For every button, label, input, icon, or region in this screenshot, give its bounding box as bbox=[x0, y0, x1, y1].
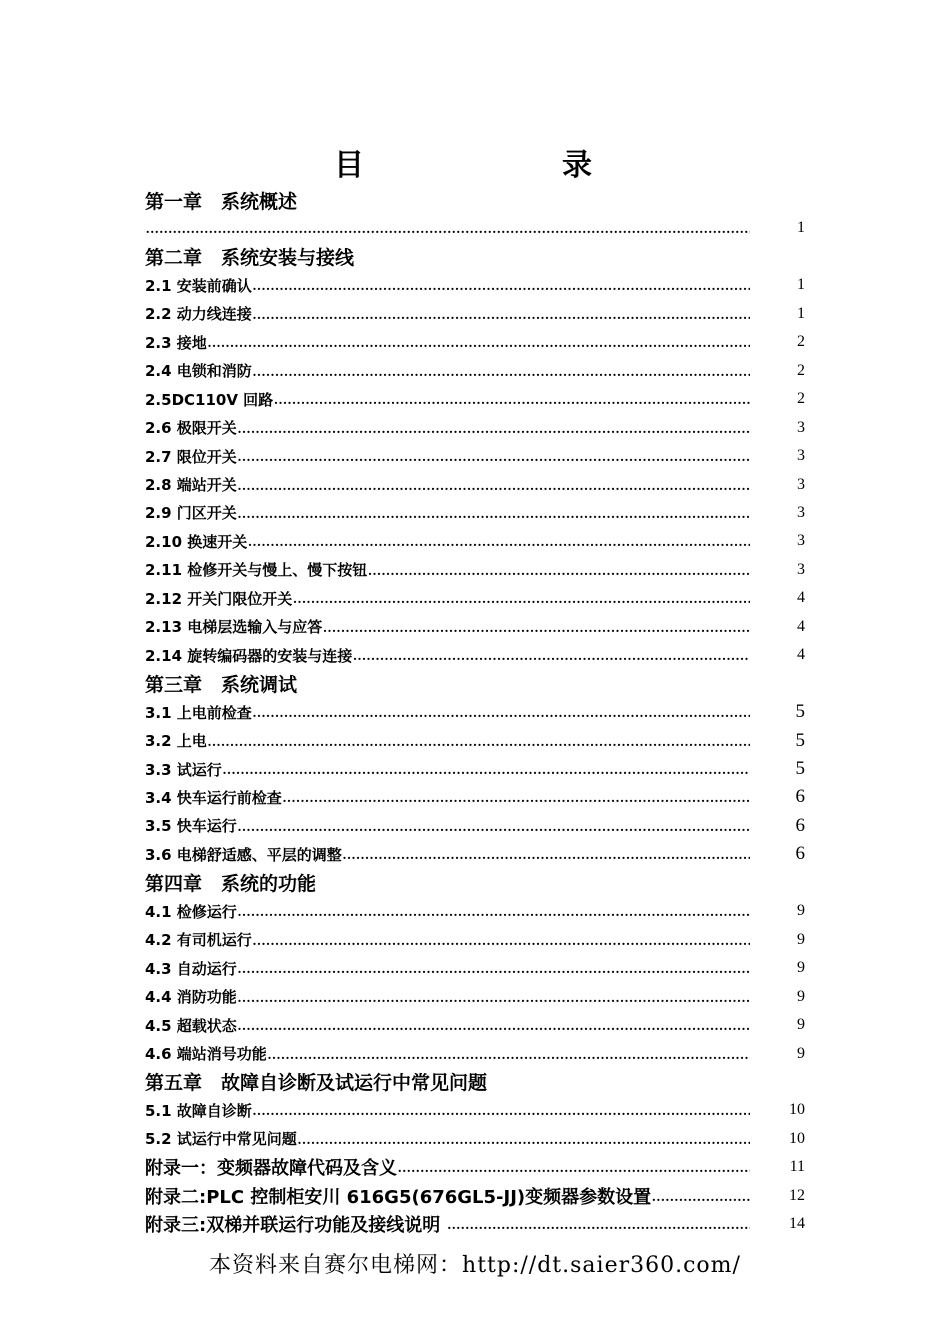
toc-entry-row bbox=[145, 698, 805, 726]
toc-page-number: 6 bbox=[795, 814, 805, 836]
toc-page-number: 5 bbox=[795, 729, 805, 751]
toc-entry-label: 2.5DC110V 回路 bbox=[145, 390, 274, 409]
toc-entry-label: 5.2 试运行中常见问题 bbox=[145, 1130, 297, 1149]
toc-entry-row bbox=[145, 584, 805, 612]
dot-leader bbox=[253, 308, 750, 324]
toc-entry-label: 第三章 系统调试 bbox=[145, 674, 298, 697]
toc-entry-label: 附录二:PLC 控制柜安川 616G5(676GL5-JJ)变频器参数设置 bbox=[145, 1186, 652, 1208]
toc-entry-label: 2.4 电锁和消防 bbox=[145, 362, 252, 381]
toc-page-number: 5 bbox=[795, 701, 805, 723]
dot-leader bbox=[268, 1048, 750, 1064]
dot-leader bbox=[343, 848, 750, 864]
toc-page-number: 4 bbox=[797, 589, 805, 607]
toc-entry-label: 3.1 上电前检查 bbox=[145, 703, 252, 722]
toc-entry-row bbox=[145, 214, 805, 242]
toc-page-number: 1 bbox=[797, 304, 805, 322]
toc-page-number: 9 bbox=[797, 902, 805, 920]
dot-leader bbox=[274, 393, 750, 409]
toc-entry-row bbox=[145, 1040, 805, 1068]
toc-entry-row bbox=[145, 983, 805, 1011]
toc-entry-row bbox=[145, 727, 805, 755]
toc-entry-label: 第五章 故障自诊断及试运行中常见问题 bbox=[145, 1072, 488, 1095]
toc-page-number: 4 bbox=[797, 617, 805, 635]
toc-page-number: 2 bbox=[797, 333, 805, 351]
toc-entry-label: 4.1 检修运行 bbox=[145, 902, 237, 921]
toc-page-number: 9 bbox=[797, 1044, 805, 1062]
toc-entry-row bbox=[145, 300, 805, 328]
toc-entry-label: 4.3 自动运行 bbox=[145, 959, 237, 978]
toc-entry-label: 2.6 极限开关 bbox=[145, 419, 237, 438]
toc-entry-label: 2.13 电梯层选输入与应答 bbox=[145, 618, 323, 637]
toc-page-number: 3 bbox=[797, 447, 805, 465]
toc-entry-label: 2.12 开关门限位开关 bbox=[145, 589, 293, 608]
toc-entry-row bbox=[145, 783, 805, 811]
toc-entry-label: 3.3 试运行 bbox=[145, 760, 222, 779]
toc-page-number: 12 bbox=[789, 1186, 805, 1204]
dot-leader bbox=[298, 1133, 750, 1149]
toc-chapter-row bbox=[145, 1068, 805, 1096]
dot-leader bbox=[283, 791, 750, 807]
toc-page-number: 3 bbox=[797, 532, 805, 550]
dot-leader bbox=[253, 279, 750, 295]
source-footer: 本资料来自赛尔电梯网：http://dt.saier360.com/ bbox=[209, 1253, 741, 1278]
toc-page-number: 9 bbox=[797, 987, 805, 1005]
dot-leader bbox=[253, 706, 750, 722]
toc-entry-label: 2.10 换速开关 bbox=[145, 532, 248, 551]
toc-entry-label: 附录一：变频器故障代码及含义 bbox=[145, 1158, 397, 1180]
toc-entry-row bbox=[145, 442, 805, 470]
toc-entry-row bbox=[145, 641, 805, 669]
dot-leader bbox=[253, 365, 750, 381]
toc-page-number: 9 bbox=[797, 959, 805, 977]
dot-leader bbox=[238, 507, 750, 523]
toc-page-number: 3 bbox=[797, 418, 805, 436]
toc-page-number: 14 bbox=[789, 1215, 805, 1233]
toc-appendix-row bbox=[145, 1153, 805, 1181]
dot-leader bbox=[238, 962, 750, 978]
toc-page-number: 6 bbox=[795, 786, 805, 808]
toc-entry-label: 5.1 故障自诊断 bbox=[145, 1101, 252, 1120]
toc-page-number: 11 bbox=[789, 1158, 805, 1176]
dot-leader bbox=[238, 820, 750, 836]
toc-entry-row bbox=[145, 414, 805, 442]
toc-appendix-row bbox=[145, 1182, 805, 1210]
dot-leader bbox=[253, 1104, 750, 1120]
toc-entry-label: 2.3 接地 bbox=[145, 333, 207, 352]
dot-leader bbox=[223, 763, 750, 779]
dot-leader bbox=[208, 735, 750, 751]
toc-entry-label: 第二章 系统安装与接线 bbox=[145, 247, 355, 270]
toc-entry-label: 2.7 限位开关 bbox=[145, 447, 237, 466]
toc-entry-label: 3.5 快车运行 bbox=[145, 817, 237, 836]
dot-leader bbox=[253, 934, 750, 950]
toc-page-number: 5 bbox=[795, 758, 805, 779]
toc-entry-row bbox=[145, 471, 805, 499]
toc-entry-row bbox=[145, 613, 805, 641]
toc-entry-row bbox=[145, 755, 805, 783]
toc-page-number: 4 bbox=[797, 646, 805, 664]
toc-chapter-row bbox=[145, 670, 805, 698]
toc-entry-label: 2.2 动力线连接 bbox=[145, 305, 252, 324]
toc-page-number: 6 bbox=[795, 843, 805, 865]
dot-leader bbox=[146, 222, 750, 238]
toc-entry-label: 4.4 消防功能 bbox=[145, 988, 237, 1007]
toc-page-number: 2 bbox=[797, 390, 805, 408]
toc-title: 目 录 bbox=[334, 148, 676, 183]
toc-entry-row bbox=[145, 385, 805, 413]
toc-entry-label: 3.2 上电 bbox=[145, 732, 207, 751]
toc-entry-label: 2.11 检修开关与慢上、慢下按钮 bbox=[145, 561, 368, 580]
toc-page-number: 1 bbox=[797, 276, 805, 294]
toc-chapter-row bbox=[145, 186, 805, 214]
toc-entry-label: 4.6 端站消号功能 bbox=[145, 1045, 267, 1063]
toc-entry-row bbox=[145, 1096, 805, 1124]
dot-leader bbox=[447, 1218, 750, 1234]
toc-entry-row bbox=[145, 926, 805, 954]
toc-entry-label: 2.14 旋转编码器的安装与连接 bbox=[145, 646, 353, 665]
dot-leader bbox=[238, 450, 750, 466]
toc-page-number: 2 bbox=[797, 361, 805, 379]
toc-entry-row bbox=[145, 897, 805, 925]
toc-entry-label: 2.8 端站开关 bbox=[145, 476, 237, 494]
toc-entry-label: 第一章 系统概述 bbox=[145, 190, 298, 213]
dot-leader bbox=[293, 592, 750, 608]
toc-page-number: 10 bbox=[789, 1129, 805, 1147]
toc-page-number: 1 bbox=[797, 219, 805, 237]
toc-entry-label: 3.4 快车运行前检查 bbox=[145, 788, 282, 807]
toc-entry-row bbox=[145, 1125, 805, 1153]
toc-entry-label: 2.9 门区开关 bbox=[145, 504, 237, 523]
dot-leader bbox=[208, 336, 750, 352]
toc-entry-label: 第四章 系统的功能 bbox=[145, 873, 317, 896]
dot-leader bbox=[238, 905, 750, 921]
dot-leader bbox=[238, 1019, 750, 1035]
dot-leader bbox=[353, 649, 750, 665]
toc-page-number: 3 bbox=[797, 503, 805, 521]
toc-appendix-row bbox=[145, 1210, 805, 1238]
toc-entry-label: 4.2 有司机运行 bbox=[145, 931, 252, 950]
toc-entry-row bbox=[145, 328, 805, 356]
toc-page-number: 10 bbox=[789, 1101, 805, 1119]
toc-entry-row bbox=[145, 357, 805, 385]
dot-leader bbox=[368, 564, 750, 580]
toc-entry-label: 4.5 超载状态 bbox=[145, 1016, 237, 1035]
toc-entry-row bbox=[145, 812, 805, 840]
toc-page-number: 3 bbox=[797, 475, 805, 493]
toc-entry-row bbox=[145, 1011, 805, 1039]
toc-entry-row bbox=[145, 556, 805, 584]
dot-leader bbox=[238, 991, 750, 1007]
toc-entry-row bbox=[145, 499, 805, 527]
toc-entry-row bbox=[145, 954, 805, 982]
toc-entry-row bbox=[145, 271, 805, 299]
toc-entry-label: 2.1 安装前确认 bbox=[145, 276, 252, 295]
dot-leader bbox=[238, 422, 750, 438]
dot-leader bbox=[652, 1190, 750, 1206]
toc-page-number: 3 bbox=[797, 560, 805, 578]
dot-leader bbox=[238, 479, 750, 495]
toc-chapter-row bbox=[145, 243, 805, 271]
dot-leader bbox=[248, 535, 750, 551]
toc-page-number: 9 bbox=[797, 930, 805, 948]
toc-chapter-row bbox=[145, 869, 805, 897]
toc-entry-label: 附录三:双梯并联运行功能及接线说明 bbox=[145, 1215, 447, 1237]
toc-entry-label: 3.6 电梯舒适感、平层的调整 bbox=[145, 845, 342, 864]
dot-leader bbox=[398, 1161, 750, 1177]
toc-entry-row bbox=[145, 527, 805, 555]
dot-leader bbox=[323, 621, 750, 637]
toc-page-number: 9 bbox=[797, 1016, 805, 1034]
toc-entry-row bbox=[145, 840, 805, 868]
